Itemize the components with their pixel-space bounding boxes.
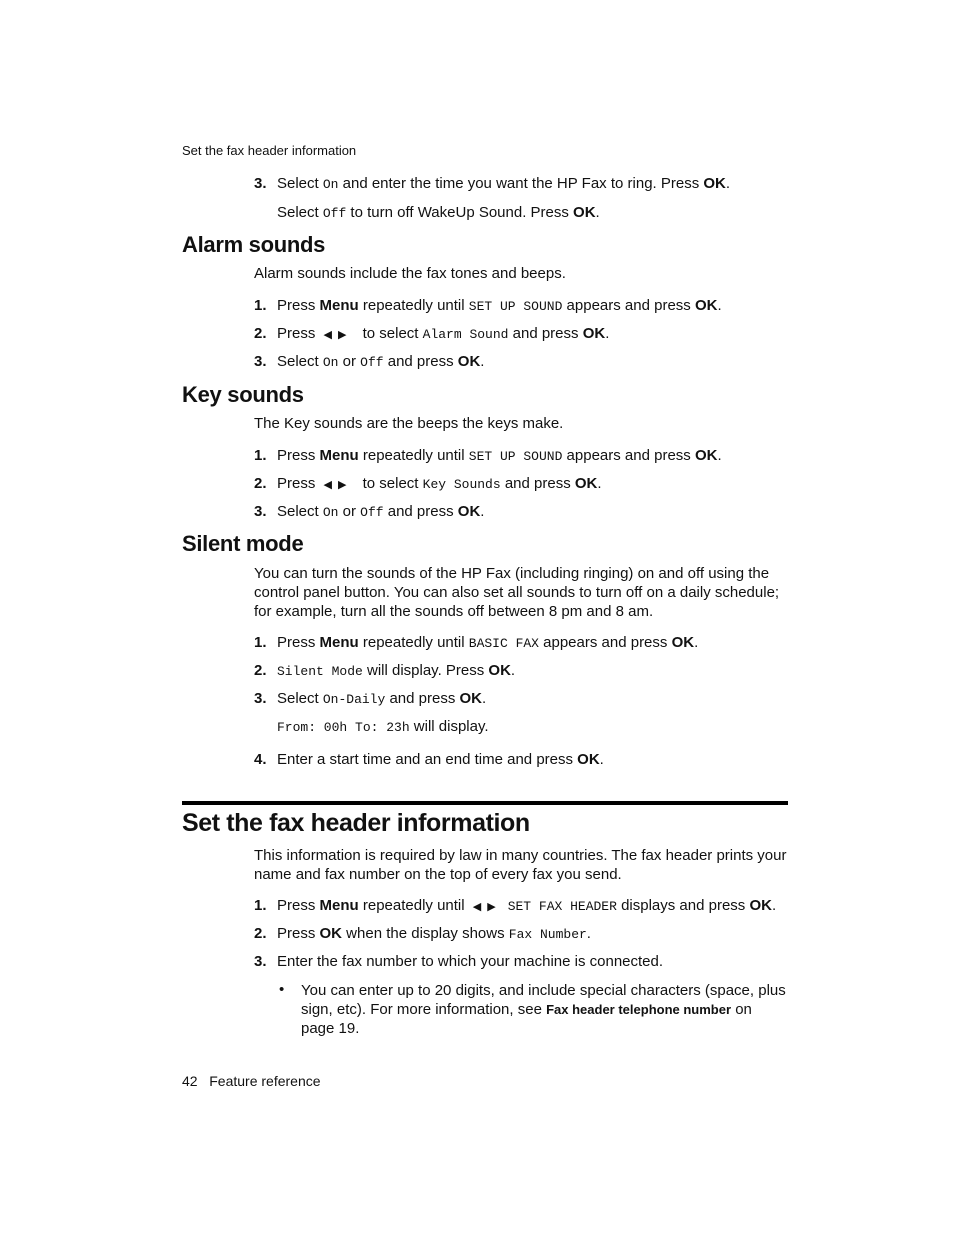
text: Press <box>277 925 320 942</box>
section-intro: You can turn the sounds of the HP Fax (including ringing) on and off using the control panel button. You can also set all sounds to turn off on a daily schedule; for example, turn all the sounds off between 8 pm and 8 am. <box>254 565 780 620</box>
text: . <box>599 751 604 768</box>
text: You can enter up to 20 digits, and include special characters (space, plus sign, etc). For more information, see <box>301 982 786 1018</box>
menu-key: Menu <box>319 447 359 464</box>
display-code: On <box>322 355 339 370</box>
display-code: On-Daily <box>322 692 386 707</box>
text: . <box>771 897 777 914</box>
text: Press <box>277 475 320 492</box>
step-number: 3. <box>254 175 267 192</box>
text: to turn off WakeUp Sound. Press <box>346 204 574 221</box>
section-title-alarm-sounds: Alarm sounds <box>182 232 326 257</box>
display-code: BASIC FAX <box>468 636 539 651</box>
step-text <box>277 751 604 768</box>
text: Enter a start time and an end time and press <box>277 751 578 768</box>
text: . <box>717 447 722 464</box>
display-code: Off <box>360 355 384 370</box>
section-title-key-sounds: Key sounds <box>182 382 304 407</box>
text: repeatedly until <box>358 297 469 314</box>
section-intro: The Key sounds are the beeps the keys make. <box>254 415 564 432</box>
ok-key: OK <box>582 325 606 342</box>
text: Select <box>277 503 323 520</box>
display-code: Key Sounds <box>422 477 501 492</box>
section-intro: Alarm sounds include the fax tones and beeps. <box>254 265 566 282</box>
step-number: 3. <box>254 690 267 707</box>
ok-key: OK <box>694 297 718 314</box>
ok-key: OK <box>694 447 718 464</box>
display-code: SET UP SOUND <box>468 299 563 314</box>
step-text <box>277 690 486 707</box>
page-footer <box>182 1073 321 1089</box>
text: appears and press <box>562 297 695 314</box>
step-subtext <box>277 204 600 221</box>
menu-key: Menu <box>319 297 359 314</box>
text: will display. <box>409 718 489 735</box>
text: . <box>480 503 485 520</box>
ok-key: OK <box>459 690 482 707</box>
display-code: On <box>322 505 339 520</box>
text: . <box>694 634 699 651</box>
step-text <box>277 353 484 370</box>
text: . <box>480 353 485 370</box>
step-number: 1. <box>254 897 267 914</box>
bullet-text <box>301 981 789 1038</box>
text: Press <box>277 634 320 651</box>
text: when the display shows <box>342 925 509 942</box>
step-text <box>277 503 484 520</box>
step-text <box>277 325 609 342</box>
ok-key: OK <box>703 175 726 192</box>
text: on page 19. <box>301 1001 752 1037</box>
display-code: Off <box>322 206 347 221</box>
ok-key: OK <box>573 204 596 221</box>
text: Press <box>277 297 320 314</box>
section-title-silent-mode: Silent mode <box>182 531 304 556</box>
arrow-keys-icon: ◀▶ <box>323 479 353 491</box>
step-number: 2. <box>254 662 267 679</box>
menu-key: Menu <box>319 634 359 651</box>
text: . <box>510 662 516 679</box>
text: or <box>338 503 361 520</box>
step-subtext <box>277 718 489 735</box>
page-number: 42 <box>182 1073 198 1089</box>
text: and press <box>500 475 575 492</box>
step-text <box>277 475 602 492</box>
step-number: 3. <box>254 353 267 370</box>
step-text: Enter the fax number to which your machine is connected. <box>277 953 664 970</box>
display-code: Off <box>360 505 384 520</box>
text: . <box>595 204 600 221</box>
step-number: 1. <box>254 634 267 651</box>
step-text <box>277 175 730 192</box>
text: Press <box>277 325 320 342</box>
display-code: Fax Number <box>508 927 587 942</box>
text: to select <box>358 325 423 342</box>
footer-section: Feature reference <box>209 1073 321 1089</box>
ok-key: OK <box>671 634 695 651</box>
text: will display. Press <box>362 662 489 679</box>
text: appears and press <box>538 634 672 651</box>
text: and press <box>383 503 458 520</box>
text: Select <box>277 175 323 192</box>
text: displays and press <box>616 897 750 914</box>
text: repeatedly until <box>358 897 469 914</box>
section-intro: This information is required by law in many countries. The fax header prints your name and fax number on the top of every fax you send. <box>254 847 787 883</box>
step-text <box>277 297 722 314</box>
text: . <box>725 175 731 192</box>
text: and enter the time you want the HP Fax to ring. Press <box>338 175 704 192</box>
text: . <box>597 475 602 492</box>
text: Select <box>277 353 323 370</box>
cross-reference-link[interactable]: Fax header telephone number <box>546 1002 732 1017</box>
display-code: Silent Mode <box>277 664 363 679</box>
step-text <box>277 634 698 651</box>
step-number: 4. <box>254 751 267 768</box>
step-number: 2. <box>254 475 267 492</box>
step-text <box>277 662 515 679</box>
step-number: 3. <box>254 503 267 520</box>
display-code: On <box>322 177 339 192</box>
text: and press <box>508 325 583 342</box>
display-code: Alarm Sound <box>422 327 509 342</box>
text: Press <box>277 447 320 464</box>
step-text <box>277 925 591 942</box>
text: Press <box>277 897 320 914</box>
ok-key: OK <box>319 925 343 942</box>
text: repeatedly until <box>358 634 469 651</box>
display-code: SET FAX HEADER <box>507 899 617 914</box>
display-code: SET UP SOUND <box>468 449 563 464</box>
running-head: Set the fax header information <box>182 143 357 158</box>
text: . <box>605 325 610 342</box>
text: . <box>717 297 722 314</box>
arrow-keys-icon: ◀▶ <box>323 329 353 341</box>
ok-key: OK <box>457 353 481 370</box>
step-number: 3. <box>254 953 267 970</box>
arrow-keys-icon: ◀▶ <box>472 901 502 913</box>
text: repeatedly until <box>358 447 469 464</box>
text: or <box>338 353 361 370</box>
step-number: 2. <box>254 925 267 942</box>
text: appears and press <box>562 447 695 464</box>
bullet-mark: • <box>279 981 285 998</box>
step-number: 2. <box>254 325 267 342</box>
text: and press <box>385 690 460 707</box>
ok-key: OK <box>577 751 600 768</box>
text: . <box>482 690 487 707</box>
chapter-title: Set the fax header information <box>182 809 530 837</box>
text: Select <box>277 204 323 221</box>
section-divider <box>182 801 788 805</box>
ok-key: OK <box>574 475 598 492</box>
menu-key: Menu <box>319 897 359 914</box>
ok-key: OK <box>457 503 481 520</box>
text: and press <box>383 353 458 370</box>
text: to select <box>358 475 423 492</box>
step-number: 1. <box>254 297 267 314</box>
text: Select <box>277 690 323 707</box>
ok-key: OK <box>749 897 772 914</box>
ok-key: OK <box>488 662 511 679</box>
step-text <box>277 447 722 464</box>
step-number: 1. <box>254 447 267 464</box>
step-text <box>277 897 776 914</box>
display-code: From: 00h To: 23h <box>277 720 410 735</box>
text: . <box>586 925 591 942</box>
